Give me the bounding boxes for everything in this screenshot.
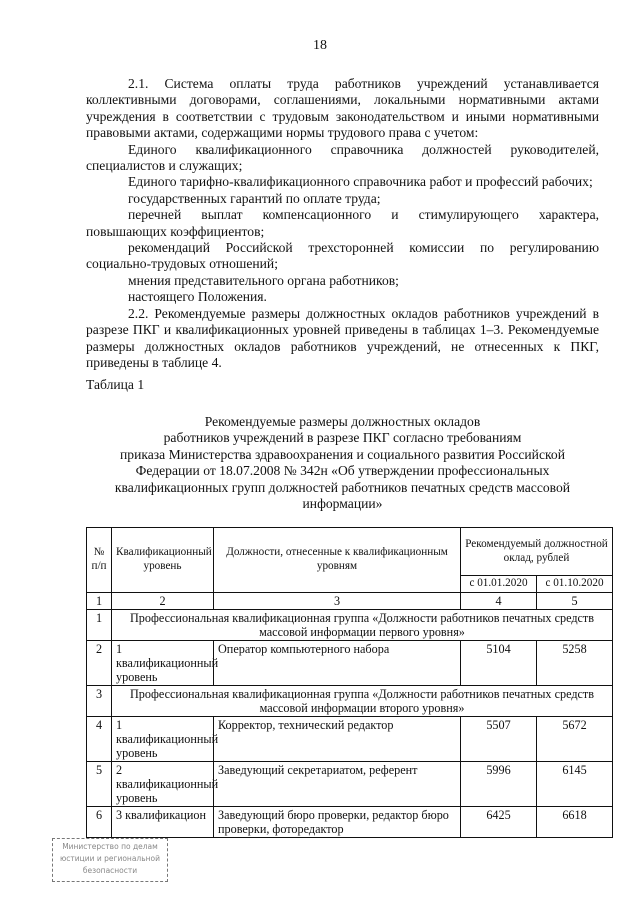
list-item: рекомендаций Российской трехсторонней комиссии по регулированию социально-трудовых отношений; (86, 240, 599, 272)
table-title (86, 414, 599, 512)
table-label: Таблица 1 (86, 377, 145, 393)
row-number: 4 (87, 716, 112, 761)
salary-table (86, 527, 613, 838)
table-title-line: работников учреждений в разрезе ПКГ согласно требованиям (163, 430, 522, 446)
salary-2020-01: 6425 (461, 806, 537, 837)
column-number: 5 (537, 592, 613, 609)
table-title-line: информации» (302, 496, 383, 512)
header-num: № п/п (87, 528, 112, 593)
table-row (87, 761, 613, 806)
table-title-line: квалификационных групп должностей работников печатных средств массовой (114, 479, 571, 495)
row-number: 6 (87, 806, 112, 837)
table-row (87, 685, 613, 716)
qualification-level: 2 квалификационный уровень (112, 761, 214, 806)
salary-2020-10: 5672 (537, 716, 613, 761)
positions: Корректор, технический редактор (214, 716, 461, 761)
row-number: 1 (87, 609, 112, 640)
salary-2020-10: 6145 (537, 761, 613, 806)
header-level: Квалификационный уровень (112, 528, 214, 593)
header-salary: Рекомендуемый должностной оклад, рублей (461, 528, 613, 576)
table-row (87, 609, 613, 640)
column-number-row (87, 592, 613, 609)
list-item: Единого квалификационного справочника должностей руководителей, специалистов и служащих; (86, 141, 599, 174)
positions: Заведующий секретариатом, референт (214, 761, 461, 806)
stamp-line: юстиции и региональной (59, 854, 161, 863)
group-title: Профессиональная квалификационная группа «Должности работников печатных средств массовой информации первого уровня» (112, 609, 613, 640)
body-text (86, 76, 599, 394)
table-title-line: Федерации от 18.07.2008 № 342н «Об утверждении профессиональных (135, 463, 550, 479)
column-number: 2 (112, 592, 214, 609)
salary-2020-01: 5507 (461, 716, 537, 761)
header-date-2: с 01.10.2020 (537, 576, 613, 593)
row-number: 5 (87, 761, 112, 806)
salary-2020-10: 5258 (537, 640, 613, 685)
list-item: государственных гарантий по оплате труда; (128, 190, 381, 206)
list-item: Единого тарифно-квалификационного справочника работ и профессий рабочих; (128, 174, 593, 190)
registration-stamp (52, 838, 168, 882)
table-header-row (87, 528, 613, 576)
stamp-line: безопасности (82, 866, 138, 875)
row-number: 3 (87, 685, 112, 716)
column-number: 1 (87, 592, 112, 609)
salary-2020-01: 5996 (461, 761, 537, 806)
header-positions: Должности, отнесенные к квалификационным уровням (214, 528, 461, 593)
paragraph-2-1: 2.1. Система оплаты труда работников учреждений устанавливается коллективными договорами, соглашениями, локальными нормативными актами учреждения в соответствии с трудовым законодательством и иными нормативными правовыми актами, содержащими нормы трудового права с учетом: (86, 76, 599, 141)
list-item: перечней выплат компенсационного и стимулирующего характера, повышающих коэффициентов; (86, 207, 599, 239)
paragraph-2-2: 2.2. Рекомендуемые размеры должностных окладов работников учреждений в разрезе ПКГ и квалификационных уровней приведены в таблицах 1–3. Рекомендуемые размеры должностных окладов работников учреждений, не отнесенных к ПКГ, приведены в таблице 4. (86, 305, 599, 370)
positions: Оператор компьютерного набора (214, 640, 461, 685)
list-item: мнения представительного органа работников; (128, 272, 399, 288)
salary-2020-01: 5104 (461, 640, 537, 685)
qualification-level: 1 квалификационный уровень (112, 640, 214, 685)
salary-2020-10: 6618 (537, 806, 613, 837)
table-title-line: приказа Министерства здравоохранения и социального развития Российской (120, 446, 565, 462)
list-item: настоящего Положения. (128, 289, 267, 305)
row-number: 2 (87, 640, 112, 685)
header-date-1: с 01.01.2020 (461, 576, 537, 593)
stamp-line: Министерство по делам (62, 842, 158, 851)
qualification-level: 3 квалификацион (112, 806, 214, 837)
table-row (87, 716, 613, 761)
column-number: 4 (461, 592, 537, 609)
table-title-line: Рекомендуемые размеры должностных окладов (204, 414, 481, 429)
group-title: Профессиональная квалификационная группа «Должности работников печатных средств массовой информации второго уровня» (112, 685, 613, 716)
positions: Заведующий бюро проверки, редактор бюро проверки, фоторедактор (214, 806, 461, 837)
table-row (87, 640, 613, 685)
qualification-level: 1 квалификационный уровень (112, 716, 214, 761)
column-number: 3 (214, 592, 461, 609)
page-number: 18 (313, 38, 327, 53)
table-row (87, 806, 613, 837)
